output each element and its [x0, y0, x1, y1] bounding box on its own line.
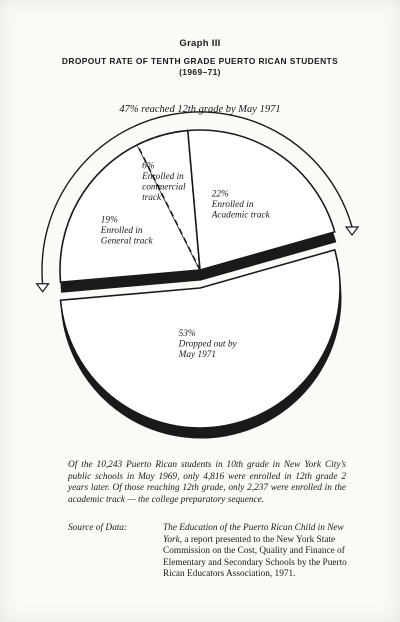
chart-title-line1: DROPOUT RATE OF TENTH GRADE PUERTO RICAN STUDENTS [61, 56, 339, 66]
slice-label-0: 19% Enrolled in General track [100, 215, 153, 247]
explanatory-paragraph: Of the 10,243 Puerto Rican students in 10th grade in New York City’s public schools in May 1969, only 4,816 were enrolled in 12th grade 2 years later. Of those reaching 12th grade, only 2,237 were enrolled in the academic track — the college preparatory sequence. [68, 460, 346, 505]
pie-slices [60, 130, 341, 438]
source-label: Source of Data: [68, 523, 128, 533]
source-citation [163, 523, 353, 581]
source-details: a report presented to the New York State Commission on the Cost, Quality and Finance of Elementary and Secondary Schools by the Puerto Rican Educators Association, 1971. [163, 534, 347, 580]
slice-label-2: 22% Enrolled in Academic track [211, 189, 270, 221]
graph-label: Graph III [179, 38, 221, 49]
pie-slice-2 [188, 130, 335, 270]
annotation-arrowhead-left [37, 284, 49, 292]
source-title: The Education of the Puerto Rican Child in New York, [163, 523, 344, 545]
pie-chart [0, 90, 400, 440]
slice-label-3: 53% Dropped out by May 1971 [178, 328, 237, 360]
chart-title-line2: (1969–71) [179, 67, 221, 77]
slice-label-1: 6% Enrolled in commercial track [142, 161, 186, 203]
chart-title [0, 56, 400, 78]
annotation-label: 47% reached 12th grade by May 1971 [119, 104, 281, 115]
annotation-arrowhead-right [346, 227, 358, 235]
